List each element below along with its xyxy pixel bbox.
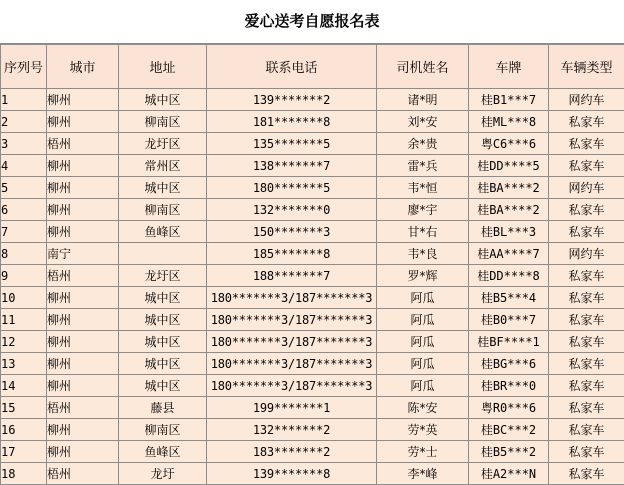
cell-address[interactable]: 龙圩 <box>119 463 207 485</box>
cell-driver-name[interactable]: 劳*士 <box>377 441 469 463</box>
cell-driver-name[interactable]: 阿瓜 <box>377 375 469 397</box>
cell-plate[interactable]: 桂A2***N <box>469 463 549 485</box>
cell-driver-name[interactable]: 阿瓜 <box>377 331 469 353</box>
cell-city[interactable]: 柳州 <box>47 89 119 111</box>
cell-serial[interactable]: 17 <box>1 441 47 463</box>
cell-city[interactable]: 柳州 <box>47 419 119 441</box>
table-row <box>1 221 624 243</box>
table-row <box>1 353 624 375</box>
cell-vehicle-type[interactable]: 私家车 <box>549 111 624 133</box>
cell-address[interactable]: 藤县 <box>119 397 207 419</box>
cell-address[interactable]: 城中区 <box>119 331 207 353</box>
table-row <box>1 89 624 111</box>
cell-plate[interactable]: 粤R0***6 <box>469 397 549 419</box>
cell-plate[interactable]: 桂DD****5 <box>469 155 549 177</box>
cell-city[interactable]: 柳州 <box>47 353 119 375</box>
cell-plate[interactable]: 桂BF****1 <box>469 331 549 353</box>
cell-address[interactable]: 龙圩区 <box>119 265 207 287</box>
cell-vehicle-type[interactable]: 私家车 <box>549 265 624 287</box>
cell-phone[interactable]: 132*******2 <box>207 419 377 441</box>
cell-serial[interactable]: 12 <box>1 331 47 353</box>
cell-vehicle-type[interactable]: 私家车 <box>549 133 624 155</box>
cell-city[interactable]: 南宁 <box>47 243 119 265</box>
cell-driver-name[interactable]: 韦*恒 <box>377 177 469 199</box>
cell-city[interactable]: 柳州 <box>47 287 119 309</box>
header-driver-name[interactable]: 司机姓名 <box>377 45 469 89</box>
cell-city[interactable]: 梧州 <box>47 133 119 155</box>
cell-driver-name[interactable]: 李*峰 <box>377 463 469 485</box>
table-row <box>1 265 624 287</box>
table-row <box>1 155 624 177</box>
cell-vehicle-type[interactable]: 私家车 <box>549 199 624 221</box>
cell-driver-name[interactable]: 韦*良 <box>377 243 469 265</box>
table-row <box>1 133 624 155</box>
table-row <box>1 177 624 199</box>
cell-vehicle-type[interactable]: 私家车 <box>549 287 624 309</box>
header-serial[interactable]: 序列号 <box>1 45 47 89</box>
cell-serial[interactable]: 2 <box>1 111 47 133</box>
cell-serial[interactable]: 4 <box>1 155 47 177</box>
cell-phone[interactable]: 180*******3/187*******3 <box>207 331 377 353</box>
cell-plate[interactable]: 粤C6***6 <box>469 133 549 155</box>
cell-address[interactable]: 柳南区 <box>119 419 207 441</box>
cell-phone[interactable]: 199*******1 <box>207 397 377 419</box>
cell-city[interactable]: 梧州 <box>47 397 119 419</box>
header-row <box>1 45 624 89</box>
cell-serial[interactable]: 1 <box>1 89 47 111</box>
cell-serial[interactable]: 13 <box>1 353 47 375</box>
cell-serial[interactable]: 16 <box>1 419 47 441</box>
table-body <box>1 89 624 485</box>
cell-vehicle-type[interactable]: 网约车 <box>549 177 624 199</box>
cell-plate[interactable]: 桂B1***7 <box>469 89 549 111</box>
cell-phone[interactable]: 180*******3/187*******3 <box>207 375 377 397</box>
cell-city[interactable]: 柳州 <box>47 331 119 353</box>
cell-phone[interactable]: 180*******5 <box>207 177 377 199</box>
cell-address[interactable]: 城中区 <box>119 375 207 397</box>
table-row <box>1 287 624 309</box>
cell-serial[interactable]: 6 <box>1 199 47 221</box>
cell-phone[interactable]: 188*******7 <box>207 265 377 287</box>
cell-city[interactable]: 柳州 <box>47 375 119 397</box>
cell-address[interactable]: 城中区 <box>119 309 207 331</box>
cell-phone[interactable]: 139*******8 <box>207 463 377 485</box>
cell-vehicle-type[interactable]: 网约车 <box>549 243 624 265</box>
cell-plate[interactable]: 桂B0***7 <box>469 309 549 331</box>
cell-serial[interactable]: 10 <box>1 287 47 309</box>
cell-address[interactable]: 柳南区 <box>119 199 207 221</box>
cell-address[interactable]: 城中区 <box>119 89 207 111</box>
cell-address[interactable] <box>119 243 207 265</box>
cell-plate[interactable]: 桂BA****2 <box>469 199 549 221</box>
table-row <box>1 243 624 265</box>
cell-driver-name[interactable]: 余*贵 <box>377 133 469 155</box>
cell-address[interactable]: 城中区 <box>119 353 207 375</box>
table-row <box>1 441 624 463</box>
cell-vehicle-type[interactable]: 私家车 <box>549 419 624 441</box>
table-row <box>1 199 624 221</box>
cell-vehicle-type[interactable]: 网约车 <box>549 89 624 111</box>
cell-driver-name[interactable]: 刘*安 <box>377 111 469 133</box>
cell-vehicle-type[interactable]: 私家车 <box>549 331 624 353</box>
cell-vehicle-type[interactable]: 私家车 <box>549 221 624 243</box>
table-row <box>1 309 624 331</box>
cell-phone[interactable]: 180*******3/187*******3 <box>207 353 377 375</box>
table-title: 爱心送考自愿报名表 <box>0 0 624 44</box>
cell-address[interactable]: 鱼峰区 <box>119 221 207 243</box>
cell-phone[interactable]: 135*******5 <box>207 133 377 155</box>
header-address[interactable]: 地址 <box>119 45 207 89</box>
table-row <box>1 331 624 353</box>
cell-plate[interactable]: 桂BL***3 <box>469 221 549 243</box>
registration-table <box>0 44 624 485</box>
cell-plate[interactable]: 桂BG***6 <box>469 353 549 375</box>
cell-serial[interactable]: 18 <box>1 463 47 485</box>
cell-city[interactable]: 梧州 <box>47 265 119 287</box>
cell-vehicle-type[interactable]: 私家车 <box>549 441 624 463</box>
cell-phone[interactable]: 150*******3 <box>207 221 377 243</box>
cell-phone[interactable]: 183*******2 <box>207 441 377 463</box>
cell-address[interactable]: 常州区 <box>119 155 207 177</box>
cell-plate[interactable]: 桂BR***0 <box>469 375 549 397</box>
cell-plate[interactable]: 桂ML***8 <box>469 111 549 133</box>
cell-plate[interactable]: 桂B5***4 <box>469 287 549 309</box>
table-row <box>1 419 624 441</box>
cell-vehicle-type[interactable]: 私家车 <box>549 397 624 419</box>
cell-city[interactable]: 柳州 <box>47 177 119 199</box>
cell-vehicle-type[interactable]: 私家车 <box>549 309 624 331</box>
cell-serial[interactable]: 14 <box>1 375 47 397</box>
cell-phone[interactable]: 132*******0 <box>207 199 377 221</box>
cell-serial[interactable]: 3 <box>1 133 47 155</box>
cell-driver-name[interactable]: 阿瓜 <box>377 353 469 375</box>
cell-driver-name[interactable]: 罗*辉 <box>377 265 469 287</box>
header-phone[interactable]: 联系电话 <box>207 45 377 89</box>
cell-phone[interactable]: 181*******8 <box>207 111 377 133</box>
table-row <box>1 463 624 485</box>
cell-city[interactable]: 柳州 <box>47 441 119 463</box>
cell-driver-name[interactable]: 诸*明 <box>377 89 469 111</box>
cell-driver-name[interactable]: 阿瓜 <box>377 309 469 331</box>
cell-vehicle-type[interactable]: 私家车 <box>549 375 624 397</box>
header-city[interactable]: 城市 <box>47 45 119 89</box>
cell-driver-name[interactable]: 劳*英 <box>377 419 469 441</box>
cell-serial[interactable]: 5 <box>1 177 47 199</box>
cell-city[interactable]: 柳州 <box>47 221 119 243</box>
cell-vehicle-type[interactable]: 私家车 <box>549 463 624 485</box>
cell-plate[interactable]: 桂BA****2 <box>469 177 549 199</box>
header-vehicle-type[interactable]: 车辆类型 <box>549 45 624 89</box>
cell-plate[interactable]: 桂AA****7 <box>469 243 549 265</box>
cell-city[interactable]: 柳州 <box>47 309 119 331</box>
table-row <box>1 375 624 397</box>
cell-address[interactable]: 鱼峰区 <box>119 441 207 463</box>
cell-plate[interactable]: 桂DD****8 <box>469 265 549 287</box>
cell-driver-name[interactable]: 陈*安 <box>377 397 469 419</box>
table-row <box>1 397 624 419</box>
cell-phone[interactable]: 180*******3/187*******3 <box>207 287 377 309</box>
cell-address[interactable]: 城中区 <box>119 287 207 309</box>
cell-plate[interactable]: 桂B5***2 <box>469 441 549 463</box>
cell-vehicle-type[interactable]: 私家车 <box>549 353 624 375</box>
cell-vehicle-type[interactable]: 私家车 <box>549 155 624 177</box>
cell-phone[interactable]: 180*******3/187*******3 <box>207 309 377 331</box>
cell-driver-name[interactable]: 阿瓜 <box>377 287 469 309</box>
cell-phone[interactable]: 185*******8 <box>207 243 377 265</box>
cell-driver-name[interactable]: 甘*右 <box>377 221 469 243</box>
cell-driver-name[interactable]: 雷*兵 <box>377 155 469 177</box>
header-plate[interactable]: 车牌 <box>469 45 549 89</box>
cell-serial[interactable]: 9 <box>1 265 47 287</box>
cell-city[interactable]: 柳州 <box>47 199 119 221</box>
cell-serial[interactable]: 7 <box>1 221 47 243</box>
cell-serial[interactable]: 11 <box>1 309 47 331</box>
cell-serial[interactable]: 15 <box>1 397 47 419</box>
cell-phone[interactable]: 139*******2 <box>207 89 377 111</box>
cell-address[interactable]: 城中区 <box>119 177 207 199</box>
table-row <box>1 111 624 133</box>
cell-city[interactable]: 柳州 <box>47 155 119 177</box>
cell-driver-name[interactable]: 廖*宇 <box>377 199 469 221</box>
cell-plate[interactable]: 桂BC***2 <box>469 419 549 441</box>
cell-city[interactable]: 梧州 <box>47 463 119 485</box>
cell-city[interactable]: 柳州 <box>47 111 119 133</box>
cell-phone[interactable]: 138*******7 <box>207 155 377 177</box>
cell-address[interactable]: 龙圩区 <box>119 133 207 155</box>
cell-address[interactable]: 柳南区 <box>119 111 207 133</box>
cell-serial[interactable]: 8 <box>1 243 47 265</box>
